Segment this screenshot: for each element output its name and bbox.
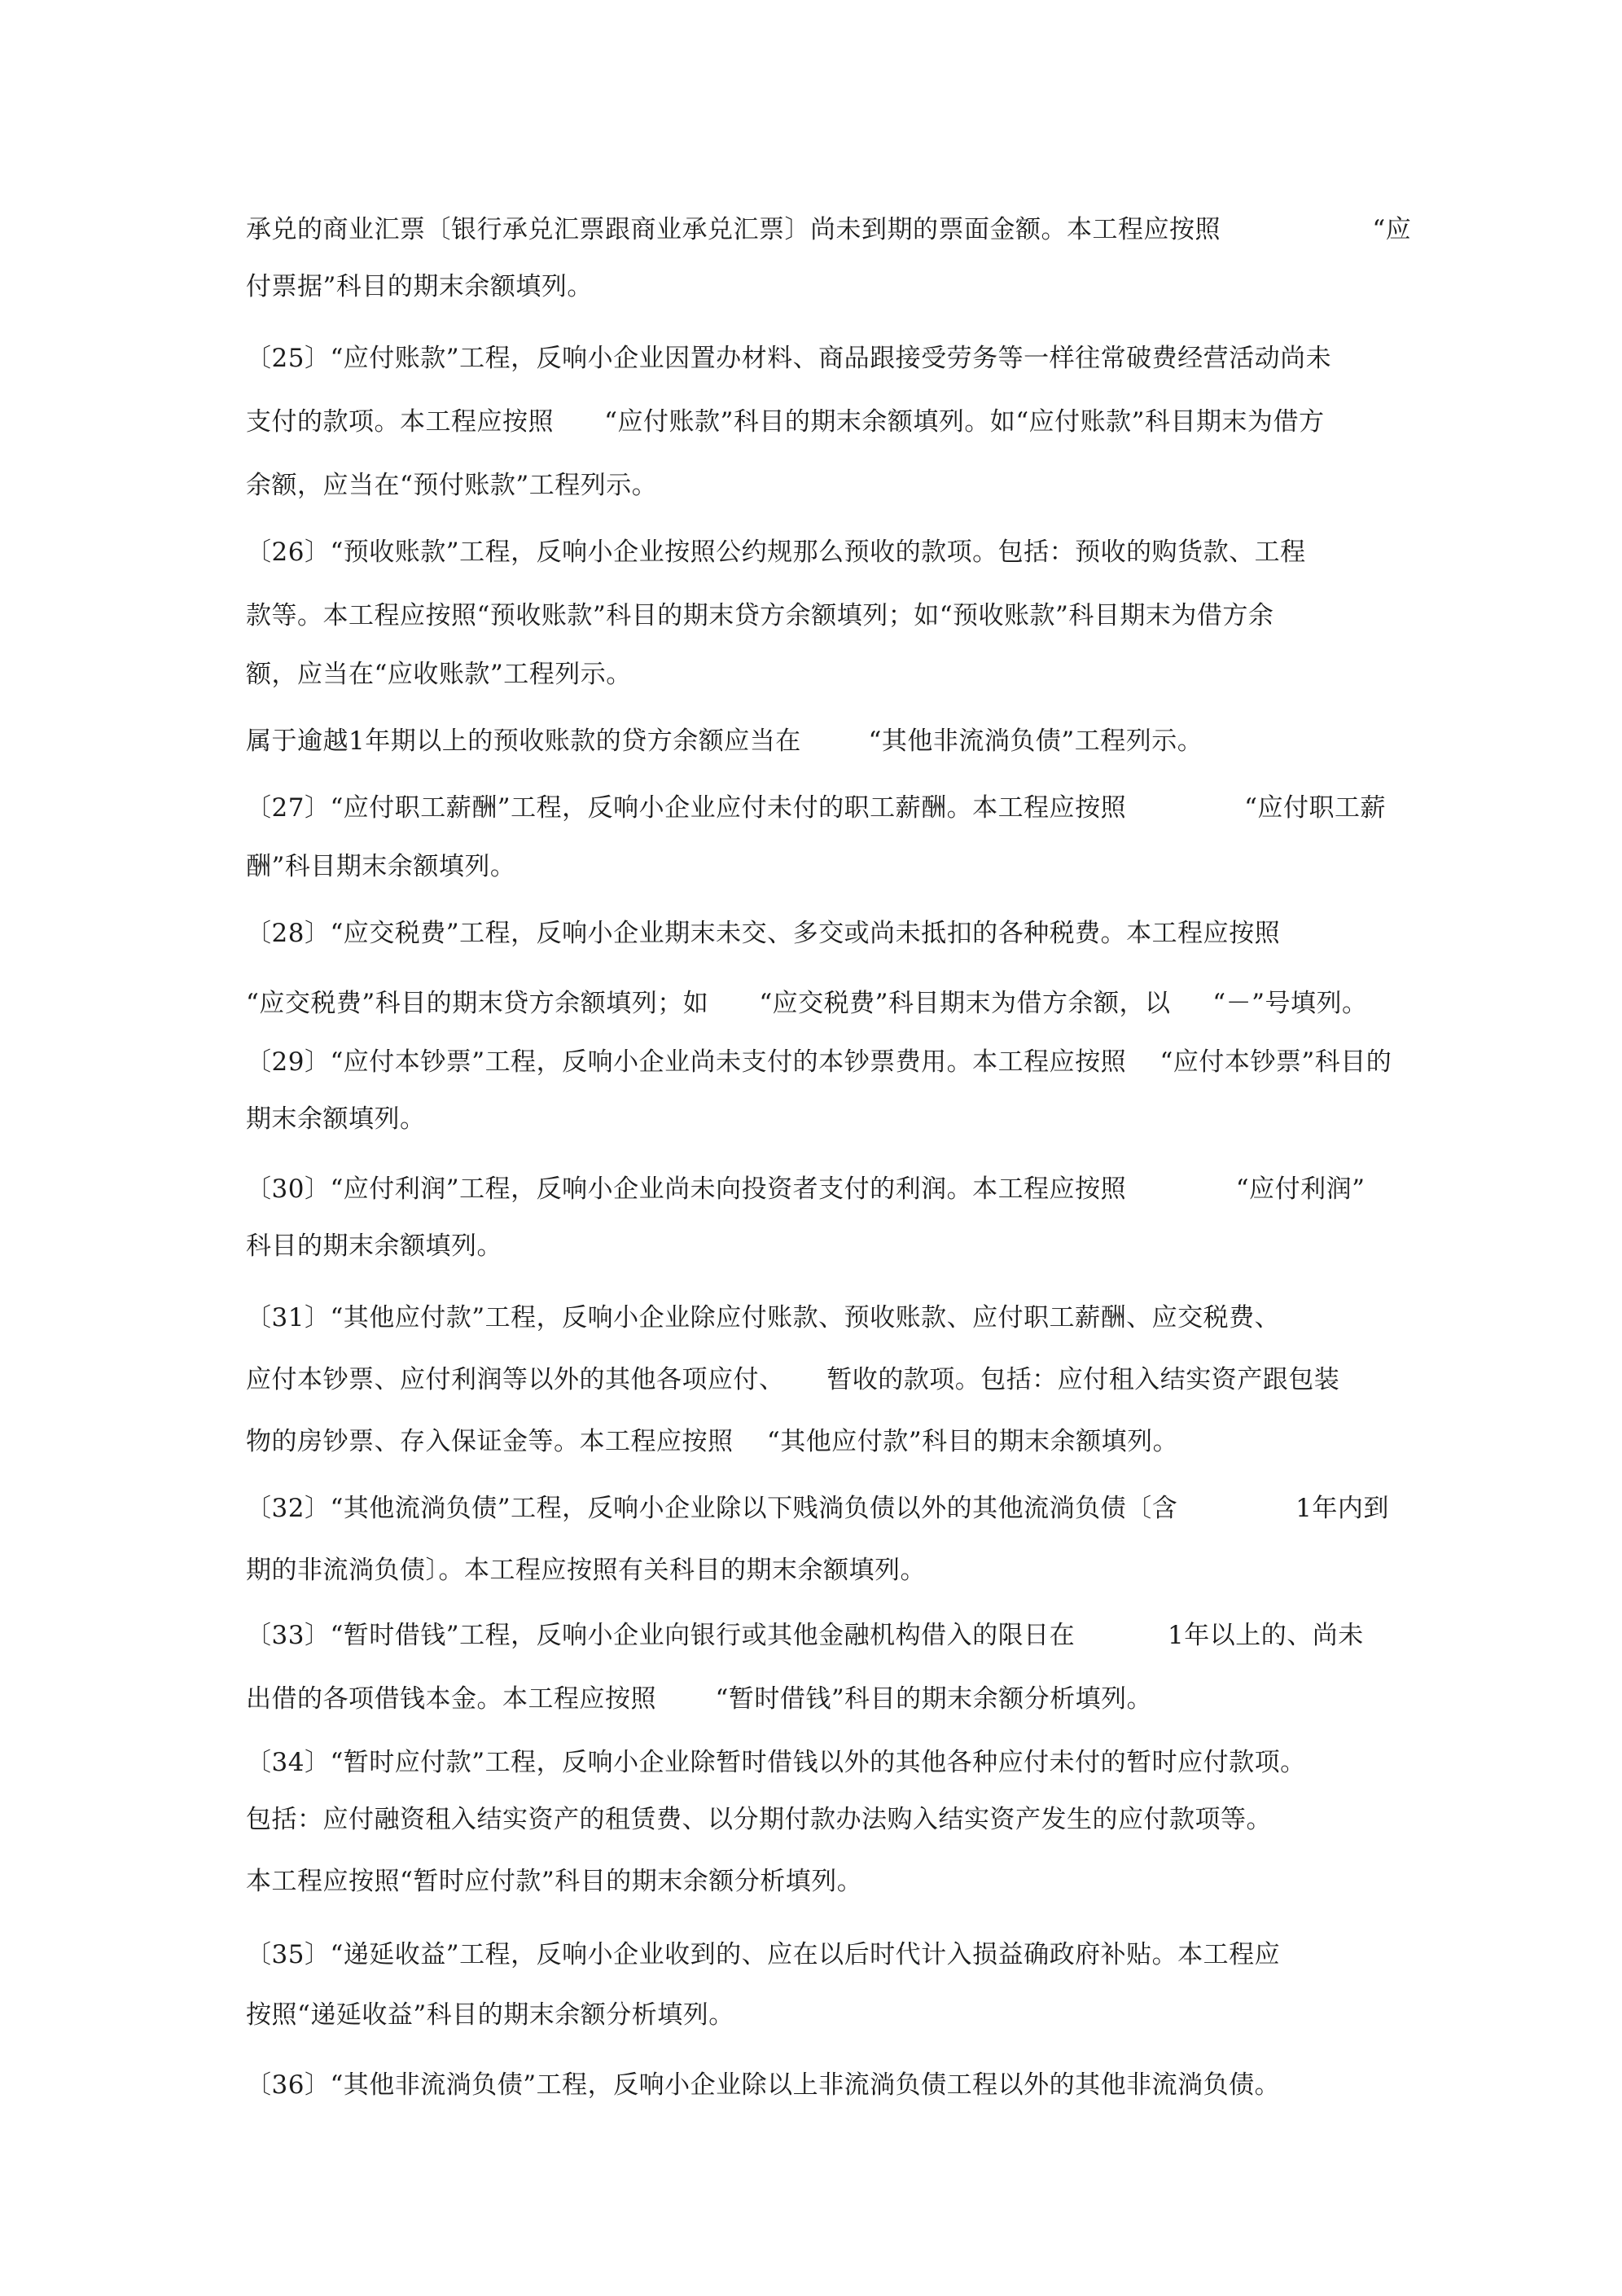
text-line: 科目的期末余额填列。 [246, 1231, 502, 1261]
text-line: 〔27〕“应付职工薪酬”工程，反响小企业应付未付的职工薪酬。本工程应按照 “应付职工薪 [246, 793, 1386, 823]
text-line: 物的房钞票、存入保证金等。本工程应按照 “其他应付款”科目的期末余额填列。 [246, 1427, 1179, 1456]
text-line: 额，应当在“应收账款”工程列示。 [246, 660, 632, 689]
text-line: 承兑的商业汇票〔银行承兑汇票跟商业承兑汇票〕尚未到期的票面金额。本工程应按照 “应 [246, 215, 1412, 244]
text-line: 〔36〕“其他非流淌负债”工程，反响小企业除以上非流淌负债工程以外的其他非流淌负债。 [246, 2070, 1281, 2100]
text-line: 酬”科目期末余额填列。 [246, 852, 516, 881]
text-line: 余额，应当在“预付账款”工程列示。 [246, 471, 658, 500]
text-line: 〔33〕“暂时借钱”工程，反响小企业向银行或其他金融机构借入的限日在 1年以上的、尚未 [246, 1621, 1364, 1650]
text-line: 期末余额填列。 [246, 1104, 426, 1134]
text-line: 支付的款项。本工程应按照 “应付账款”科目的期末余额填列。如“应付账款”科目期末为借方 [246, 407, 1325, 437]
text-line: 应付本钞票、应付利润等以外的其他各项应付、 暂收的款项。包括：应付租入结实资产跟包装 [246, 1365, 1340, 1394]
text-line: 〔25〕“应付账款”工程，反响小企业因置办材料、商品跟接受劳务等一样往常破费经营活动尚未 [246, 344, 1332, 373]
text-line: 〔32〕“其他流淌负债”工程，反响小企业除以下贱淌负债以外的其他流淌负债〔含 1年内到 [246, 1494, 1389, 1523]
text-line: 〔30〕“应付利润”工程，反响小企业尚未向投资者支付的利润。本工程应按照 “应付利润” [246, 1174, 1366, 1204]
text-line: “应交税费”科目的期末贷方余额填列；如 “应交税费”科目期末为借方余额，以 “－”号填列。 [246, 989, 1368, 1018]
text-line: 本工程应按照“暂时应付款”科目的期末余额分析填列。 [246, 1867, 863, 1896]
text-line: 〔29〕“应付本钞票”工程，反响小企业尚未支付的本钞票费用。本工程应按照 “应付本钞票”科目的 [246, 1047, 1392, 1077]
text-line: 〔26〕“预收账款”工程，反响小企业按照公约规那么预收的款项。包括：预收的购货款、工程 [246, 538, 1306, 567]
text-line: 包括：应付融资租入结实资产的租赁费、以分期付款办法购入结实资产发生的应付款项等。 [246, 1805, 1272, 1834]
text-line: 〔31〕“其他应付款”工程，反响小企业除应付账款、预收账款、应付职工薪酬、应交税费、 [246, 1303, 1281, 1332]
text-line: 款等。本工程应按照“预收账款”科目的期末贷方余额填列；如“预收账款”科目期末为借方余 [246, 601, 1274, 630]
text-line: 〔34〕“暂时应付款”工程，反响小企业除暂时借钱以外的其他各种应付未付的暂时应付款项。 [246, 1748, 1306, 1777]
text-line: 〔35〕“递延收益”工程，反响小企业收到的、应在以后时代计入损益确政府补贴。本工程应 [246, 1940, 1281, 1969]
text-line: 按照“递延收益”科目的期末余额分析填列。 [246, 2000, 734, 2030]
text-line: 出借的各项借钱本金。本工程应按照 “暂时借钱”科目的期末余额分析填列。 [246, 1684, 1153, 1714]
text-line: 期的非流淌负债〕。本工程应按照有关科目的期末余额填列。 [246, 1556, 926, 1585]
text-line: 属于逾越1年期以上的预收账款的贷方余额应当在 “其他非流淌负债”工程列示。 [246, 727, 1203, 756]
text-line: 〔28〕“应交税费”工程，反响小企业期末未交、多交或尚未抵扣的各种税费。本工程应按照 [246, 919, 1281, 948]
text-line: 付票据”科目的期末余额填列。 [246, 272, 593, 301]
